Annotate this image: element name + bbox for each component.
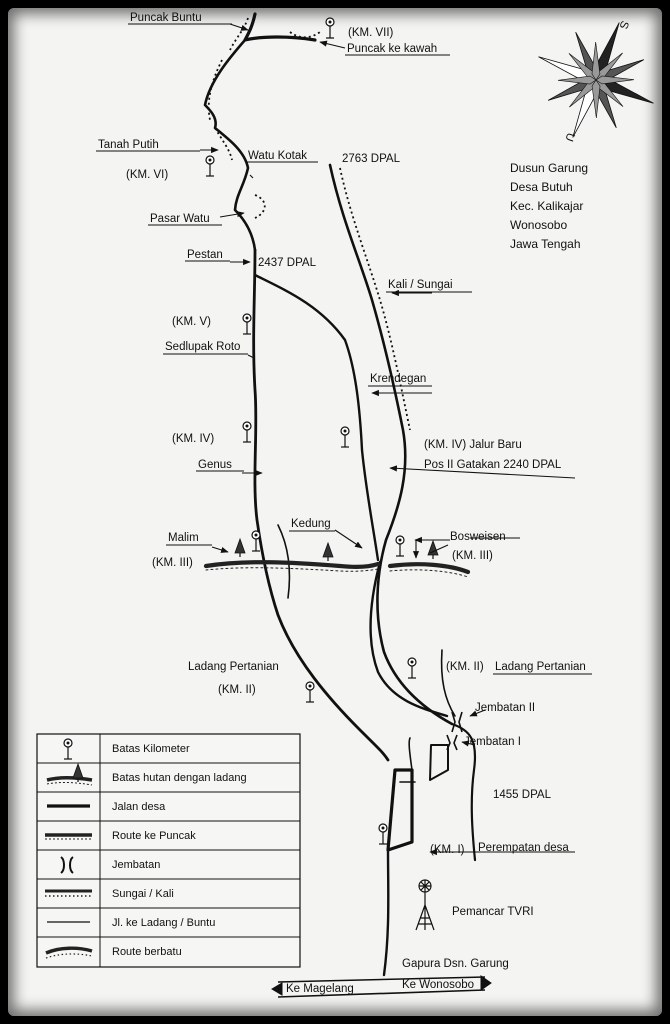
forest-boundary <box>206 562 468 577</box>
label-km2-right: (KM. II) <box>446 661 484 673</box>
legend-label: Batas hutan dengan ladang <box>112 772 247 784</box>
label-pestan: Pestan <box>187 249 223 261</box>
label-km4-left: (KM. IV) <box>172 433 215 445</box>
label-ke-magelang: Ke Magelang <box>286 983 354 995</box>
map-frame <box>8 8 662 1016</box>
km-marker-iii-right <box>396 536 404 556</box>
label-pemancar: Pemancar TVRI <box>452 906 534 918</box>
label-km7: (KM. VII) <box>348 27 394 39</box>
km-marker-ii-right <box>408 658 416 678</box>
hiking-route-map <box>8 8 662 1016</box>
location-line: Jawa Tengah <box>510 237 581 251</box>
location-line: Wonosobo <box>510 218 568 232</box>
km-marker-iv-right <box>341 427 349 447</box>
legend-label: Jl. ke Ladang / Buntu <box>112 917 216 929</box>
label-2763-dpal: 2763 DPAL <box>342 153 400 165</box>
legend-label: Batas Kilometer <box>112 743 190 755</box>
transmitter-tower-icon <box>416 880 434 930</box>
label-sedlupak-roto: Sedlupak Roto <box>165 341 241 353</box>
compass-rose-icon <box>500 8 662 176</box>
tree-icon <box>323 543 333 561</box>
label-pasar-watu: Pasar Watu <box>150 213 210 225</box>
legend-label: Jalan desa <box>112 801 166 813</box>
label-1455-dpal: 1455 DPAL <box>493 789 551 801</box>
label-jembatan-i: Jembatan I <box>464 736 521 748</box>
label-kedung: Kedung <box>291 518 331 530</box>
label-malim: Malim <box>168 532 199 544</box>
label-ladang-left: Ladang Pertanian <box>188 661 279 673</box>
compass-south-letter: S <box>616 18 631 31</box>
location-line: Kec. Kalikajar <box>510 199 584 213</box>
location-info <box>510 161 588 251</box>
legend-label: Route berbatu <box>112 946 182 958</box>
label-bosweisen: Bosweisen <box>450 531 506 543</box>
label-watu-kotak: Watu Kotak <box>248 150 308 162</box>
label-ladang-right: Ladang Pertanian <box>495 661 586 673</box>
label-km5: (KM. V) <box>172 316 211 328</box>
label-km1: (KM. I) <box>430 844 465 856</box>
km-marker-iv-left <box>243 422 251 442</box>
label-jembatan-ii: Jembatan II <box>475 702 536 714</box>
label-perempatan: Perempatan desa <box>478 842 569 854</box>
km-marker-vi <box>206 156 214 176</box>
km-marker-v <box>243 314 251 334</box>
label-tanah-putih: Tanah Putih <box>98 139 159 151</box>
label-genus: Genus <box>198 459 232 471</box>
bridge-markers <box>447 712 462 750</box>
km-marker-vii <box>326 18 334 38</box>
label-puncak-ke-kawah: Puncak ke kawah <box>347 43 438 55</box>
label-gapura: Gapura Dsn. Garung <box>402 958 509 970</box>
location-line: Dusun Garung <box>510 161 589 175</box>
label-ke-wonosobo: Ke Wonosobo <box>402 979 475 991</box>
label-km3-right: (KM. III) <box>452 550 493 562</box>
trees <box>235 539 438 561</box>
map-legend <box>37 734 300 967</box>
label-km6: (KM. VI) <box>126 169 169 181</box>
label-km4-jalur-baru: (KM. IV) Jalur Baru <box>424 439 522 451</box>
label-pos-ii: Pos II Gatakan 2240 DPAL <box>424 459 562 471</box>
tree-icon <box>235 539 245 557</box>
km-marker-i <box>379 824 387 844</box>
compass-north-letter: U <box>562 130 577 143</box>
legend-label: Sungai / Kali <box>112 888 174 900</box>
label-2437-dpal: 2437 DPAL <box>258 257 316 269</box>
label-puncak-buntu: Puncak Buntu <box>130 12 202 24</box>
legend-label: Jembatan <box>112 859 161 871</box>
label-kali-sungai: Kali / Sungai <box>388 279 453 291</box>
label-km3-left: (KM. III) <box>152 557 193 569</box>
label-km2-left: (KM. II) <box>218 684 256 696</box>
km-marker-ii-left <box>306 682 314 702</box>
label-krendegan: Krendegan <box>370 373 427 385</box>
km-markers <box>206 18 416 844</box>
legend-label: Route ke Puncak <box>112 830 196 842</box>
km-marker-iii-left <box>252 531 260 551</box>
river-dots <box>209 18 410 430</box>
location-line: Desa Butuh <box>510 180 573 194</box>
